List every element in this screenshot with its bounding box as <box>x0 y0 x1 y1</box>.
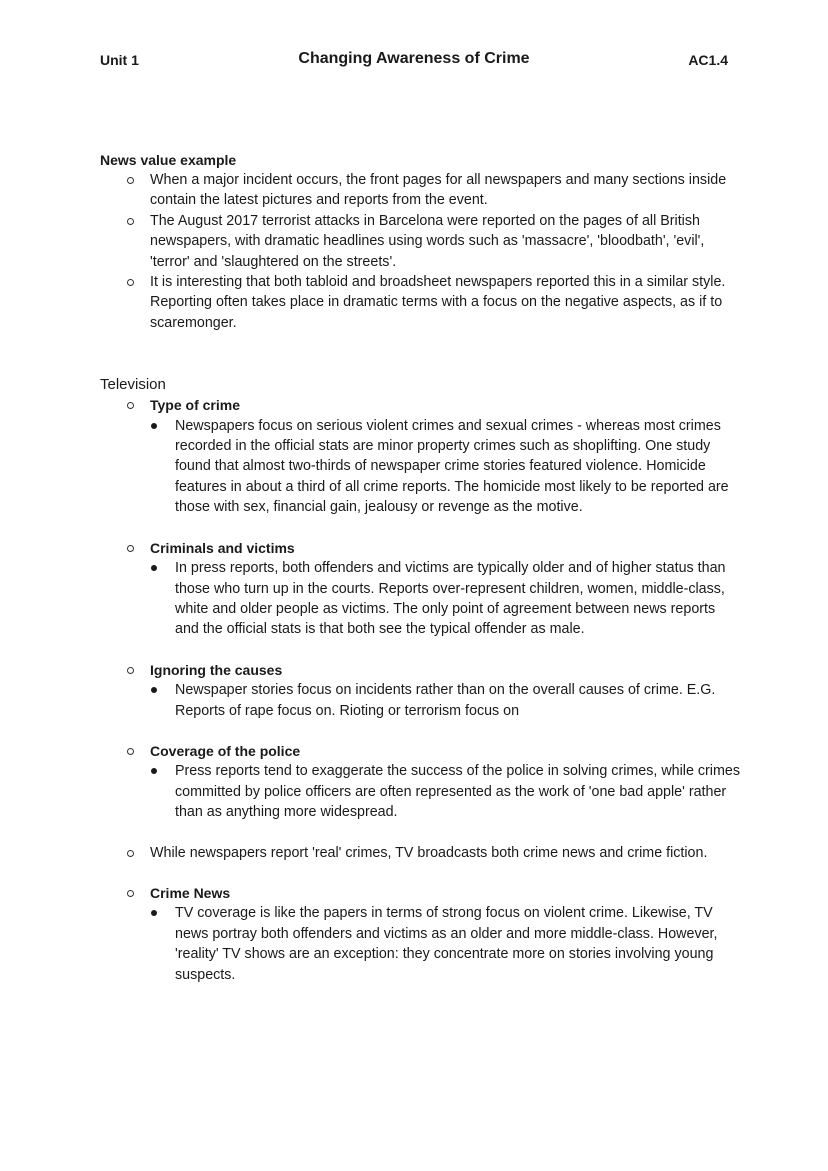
unit-label: Unit 1 <box>100 52 139 68</box>
document-body <box>100 150 740 985</box>
coverage-police-heading: Coverage of the police <box>150 742 301 759</box>
page-header <box>100 50 728 72</box>
crime-news-heading: Crime News <box>150 884 231 901</box>
type-of-crime-list <box>150 416 740 518</box>
list-item-crime-news <box>100 883 740 985</box>
criteria-code: AC1.4 <box>688 52 728 68</box>
ignoring-causes-heading: Ignoring the causes <box>150 661 283 678</box>
list-item-type-of-crime <box>100 395 740 517</box>
television-list <box>100 395 740 985</box>
list-item: It is interesting that both tabloid and broadsheet newspapers reported this in a similar style. Reporting often takes place in dramatic terms with a focus on the negative aspects, as if to scaremonger. <box>100 272 740 333</box>
ignoring-causes-list <box>150 680 740 721</box>
news-value-list <box>100 170 740 333</box>
crime-news-list <box>150 903 740 985</box>
list-item: The August 2017 terrorist attacks in Barcelona were reported on the pages of all British newspapers, with dramatic headlines using words such as 'massacre', 'bloodbath', 'evil', 'terror' and 'slaughtered on the streets'. <box>100 211 740 272</box>
list-item: Press reports tend to exaggerate the success of the police in solving crimes, while crimes committed by police officers are often represented as the work of 'one bad apple' rather than as anything more widespread. <box>150 761 740 822</box>
criminals-victims-heading: Criminals and victims <box>150 539 295 556</box>
list-item: When a major incident occurs, the front pages for all newspapers and many sections inside contain the latest pictures and reports from the event. <box>100 170 740 211</box>
television-heading: Television <box>100 376 166 394</box>
list-item: Newspapers focus on serious violent crimes and sexual crimes - whereas most crimes recorded in the official stats are minor property crimes such as shoplifting. One study found that almost two-thirds of newspaper crime stories featured violence. Homicide features in about a third of all crime reports. The homicide most likely to be reported are those with sex, financial gain, jealousy or revenge as the motive. <box>150 416 740 518</box>
list-item-real-crimes: While newspapers report 'real' crimes, TV broadcasts both crime news and crime fiction. <box>100 843 740 863</box>
list-item: In press reports, both offenders and victims are typically older and of higher status than those who turn up in the courts. Reports over-represent children, women, middle-class, white and older people as victims. The only point of agreement between news reports and the official stats is that both see the typical offender as male. <box>150 558 740 640</box>
list-item-coverage-police <box>100 741 740 823</box>
list-item-ignoring-causes <box>100 660 740 721</box>
list-item-criminals-victims <box>100 538 740 640</box>
type-of-crime-heading: Type of crime <box>150 397 240 414</box>
criminals-victims-list <box>150 558 740 640</box>
list-item: Newspaper stories focus on incidents rather than on the overall causes of crime. E.G. Reports of rape focus on. Rioting or terrorism focus on <box>150 680 740 721</box>
coverage-police-list <box>150 761 740 822</box>
list-item: TV coverage is like the papers in terms of strong focus on violent crime. Likewise, TV news portray both offenders and victims as an older and more middle-class. However, 'reality' TV shows are an exception: they concentrate more on stories involving young suspects. <box>150 903 740 985</box>
page-title: Changing Awareness of Crime <box>298 50 530 67</box>
news-value-heading: News value example <box>100 152 237 168</box>
